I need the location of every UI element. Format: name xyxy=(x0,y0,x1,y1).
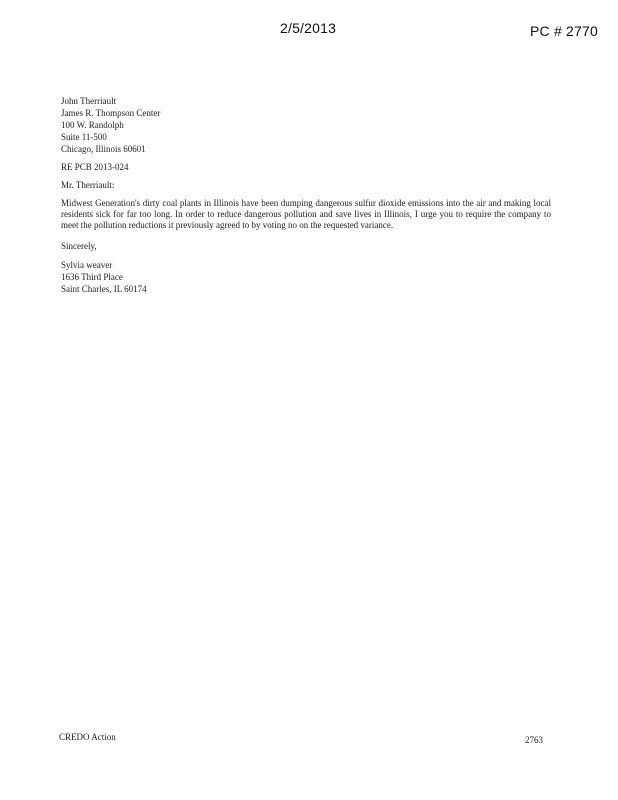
header-date: 2/5/2013 xyxy=(280,20,337,36)
sender-address xyxy=(61,259,551,295)
recipient-street: 100 W. Randolph xyxy=(61,120,124,130)
letter-body xyxy=(61,95,551,295)
recipient-name: John Therriault xyxy=(61,96,117,106)
re-line: RE PCB 2013-024 xyxy=(61,162,129,172)
closing: Sincerely, xyxy=(61,241,97,251)
recipient-address xyxy=(61,95,551,155)
footer-page-number: 2763 xyxy=(525,735,543,745)
body-paragraph: Midwest Generation's dirty coal plants in Illinois have been dumping dangerous sulfur dioxide emissions into the air and making local residents sick for far too long. In order to reduce dangerous pollution and save lives in Illinois, I urge you to require the company to meet the pollution reductions it previously agreed to by voting no on the requested variance. xyxy=(61,198,551,230)
sender-city: Saint Charles, IL 60174 xyxy=(61,284,147,294)
salutation: Mr. Therriault: xyxy=(61,180,115,190)
recipient-city: Chicago, Illinois 60601 xyxy=(61,144,146,154)
sender-street: 1636 Third Place xyxy=(61,272,123,282)
recipient-suite: Suite 11-500 xyxy=(61,132,107,142)
footer-organization: CREDO Action xyxy=(59,732,116,742)
recipient-building: James R. Thompson Center xyxy=(61,108,161,118)
pc-number: PC # 2770 xyxy=(530,23,598,39)
sender-name: Sylvia weaver xyxy=(61,260,113,270)
